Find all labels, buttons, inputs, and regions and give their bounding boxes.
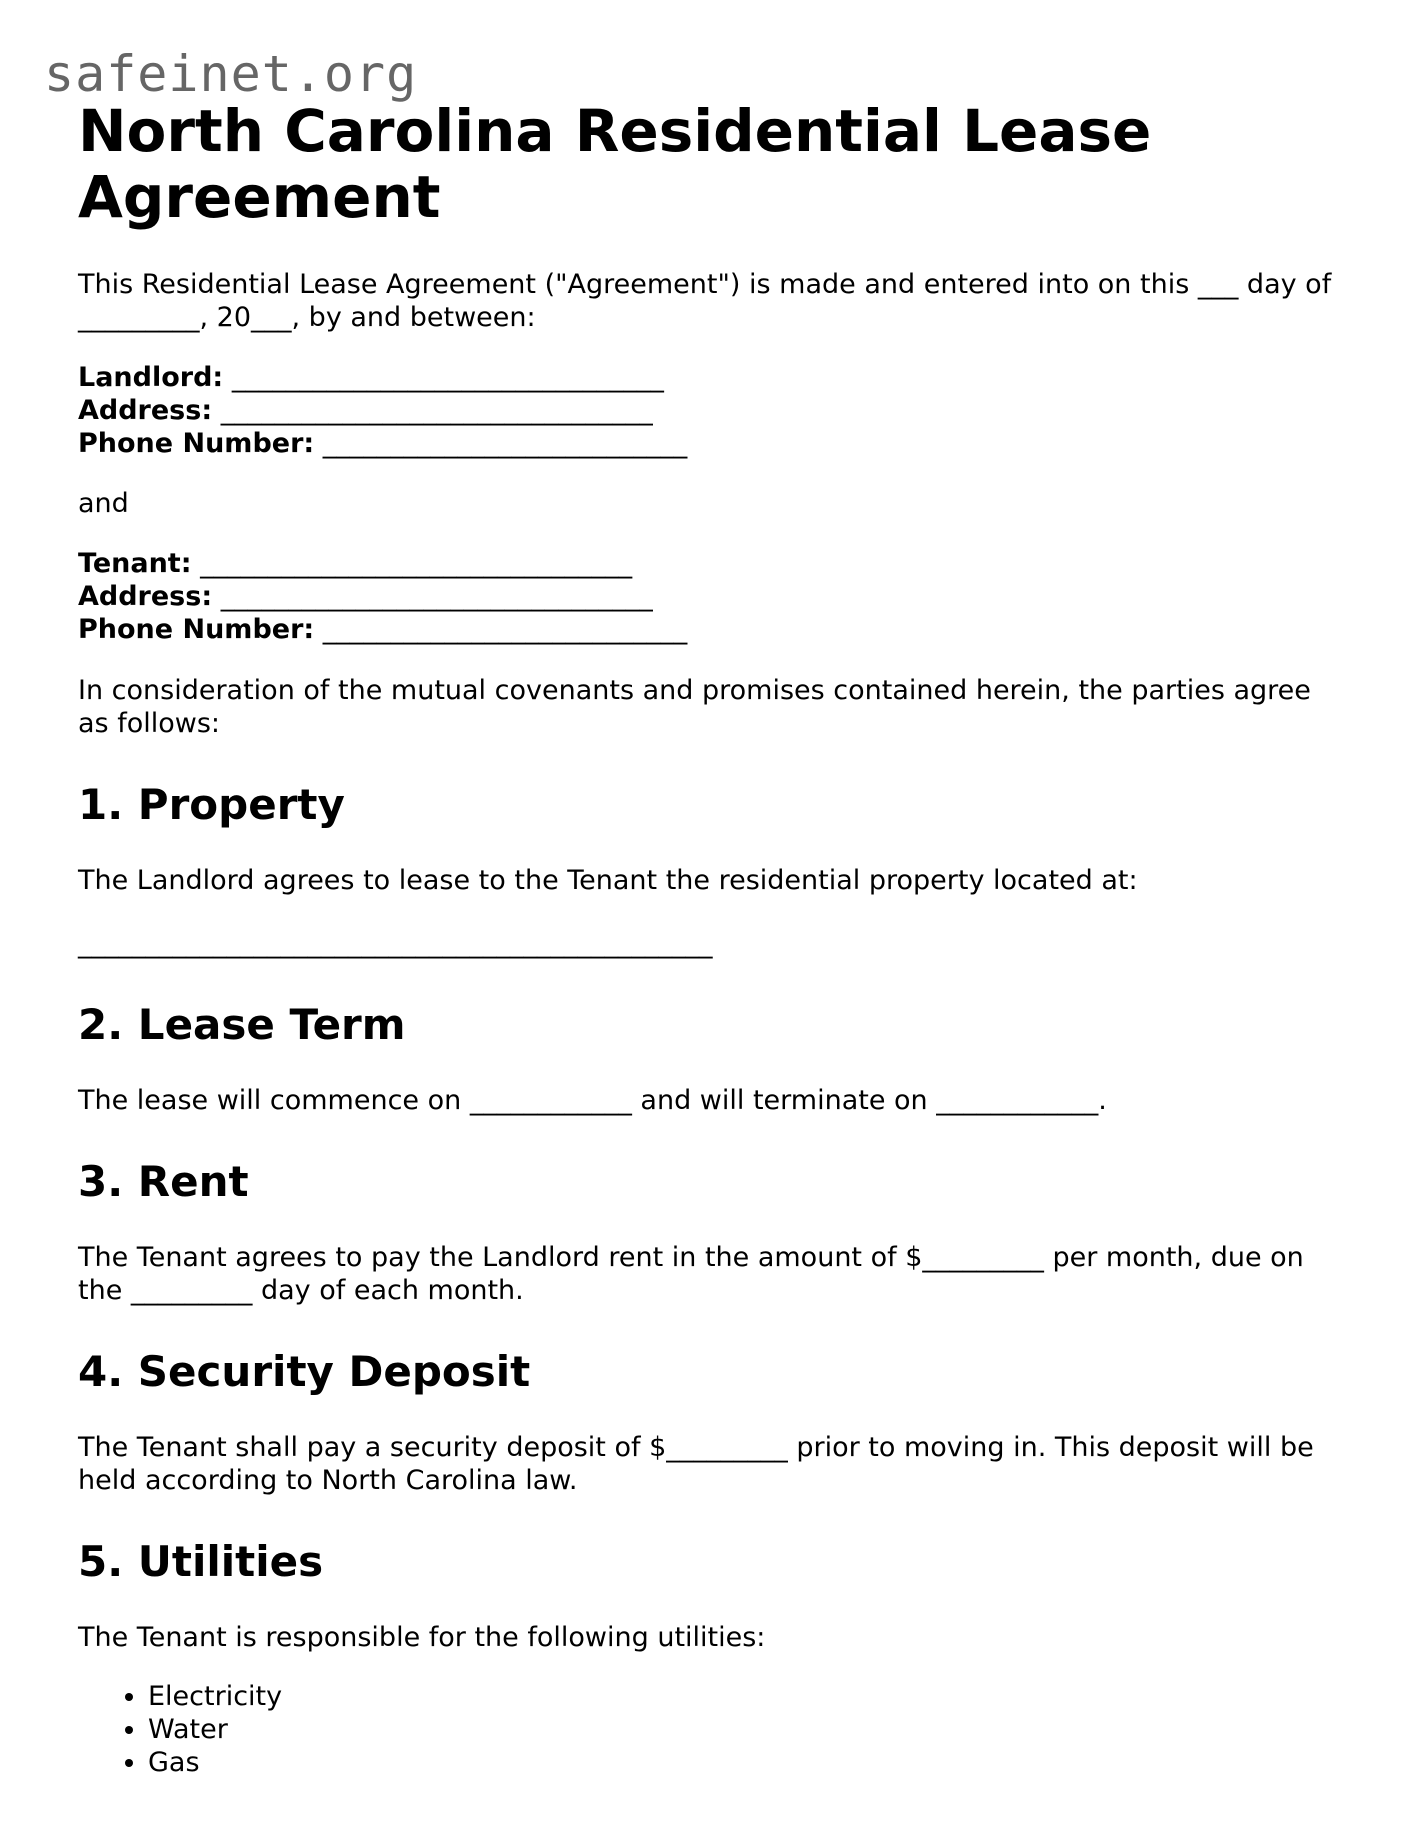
utilities-text: The Tenant is responsible for the following utilities:	[78, 1622, 766, 1653]
landlord-name-row	[78, 361, 1338, 394]
watermark: safeinet.org	[44, 45, 418, 103]
landlord-address-blank: ________________________________	[220, 395, 653, 426]
landlord-name-blank: ________________________________	[231, 362, 664, 393]
tenant-address-blank: ________________________________	[220, 581, 653, 612]
rent-text: The Tenant agrees to pay the Landlord rent in the amount of $_________ per month, due on the _________ day of each month.	[78, 1242, 1304, 1306]
utilities-list	[78, 1680, 1338, 1779]
landlord-address-row	[78, 394, 1338, 427]
consideration-paragraph: In consideration of the mutual covenants and promises contained herein, the parties agree as follows:	[78, 675, 1311, 739]
list-item: • Electricity	[148, 1680, 1338, 1713]
landlord-name-label: Landlord:	[78, 362, 224, 393]
tenant-name-blank: ________________________________	[200, 548, 633, 579]
rent-heading: 3. Rent	[78, 1157, 249, 1206]
lease-term-heading: 2. Lease Term	[78, 1000, 406, 1049]
tenant-phone-label: Phone Number:	[78, 614, 315, 645]
list-item: • Gas	[148, 1746, 1338, 1779]
tenant-address-row	[78, 580, 1338, 613]
property-text: The Landlord agrees to lease to the Tenant the residential property located at:	[78, 865, 1138, 896]
tenant-phone-blank: ___________________________	[322, 614, 688, 645]
landlord-phone-row	[78, 427, 1338, 460]
list-item: • Water	[148, 1713, 1338, 1746]
tenant-block	[78, 547, 1338, 646]
landlord-address-label: Address:	[78, 395, 213, 426]
tenant-name-row	[78, 547, 1338, 580]
intro-paragraph: This Residential Lease Agreement ("Agreement") is made and entered into on this ___ day of _________, 20___, by and between:	[78, 269, 1332, 333]
and-text: and	[78, 488, 129, 519]
utilities-heading: 5. Utilities	[78, 1537, 324, 1586]
property-address-blank: _______________________________________________	[78, 928, 713, 959]
tenant-address-label: Address:	[78, 581, 213, 612]
document-title: North Carolina Residential Lease Agreement	[78, 97, 1152, 231]
security-deposit-text: The Tenant shall pay a security deposit of $_________ prior to moving in. This deposit will be held according to North Carolina law.	[78, 1432, 1314, 1496]
document-page	[78, 98, 1338, 1779]
landlord-phone-blank: ___________________________	[322, 428, 688, 459]
property-heading: 1. Property	[78, 780, 345, 829]
lease-term-text: The lease will commence on ____________ and will terminate on ____________.	[78, 1085, 1107, 1116]
landlord-phone-label: Phone Number:	[78, 428, 315, 459]
security-deposit-heading: 4. Security Deposit	[78, 1347, 531, 1396]
landlord-block	[78, 361, 1338, 460]
tenant-name-label: Tenant:	[78, 548, 192, 579]
tenant-phone-row	[78, 613, 1338, 646]
